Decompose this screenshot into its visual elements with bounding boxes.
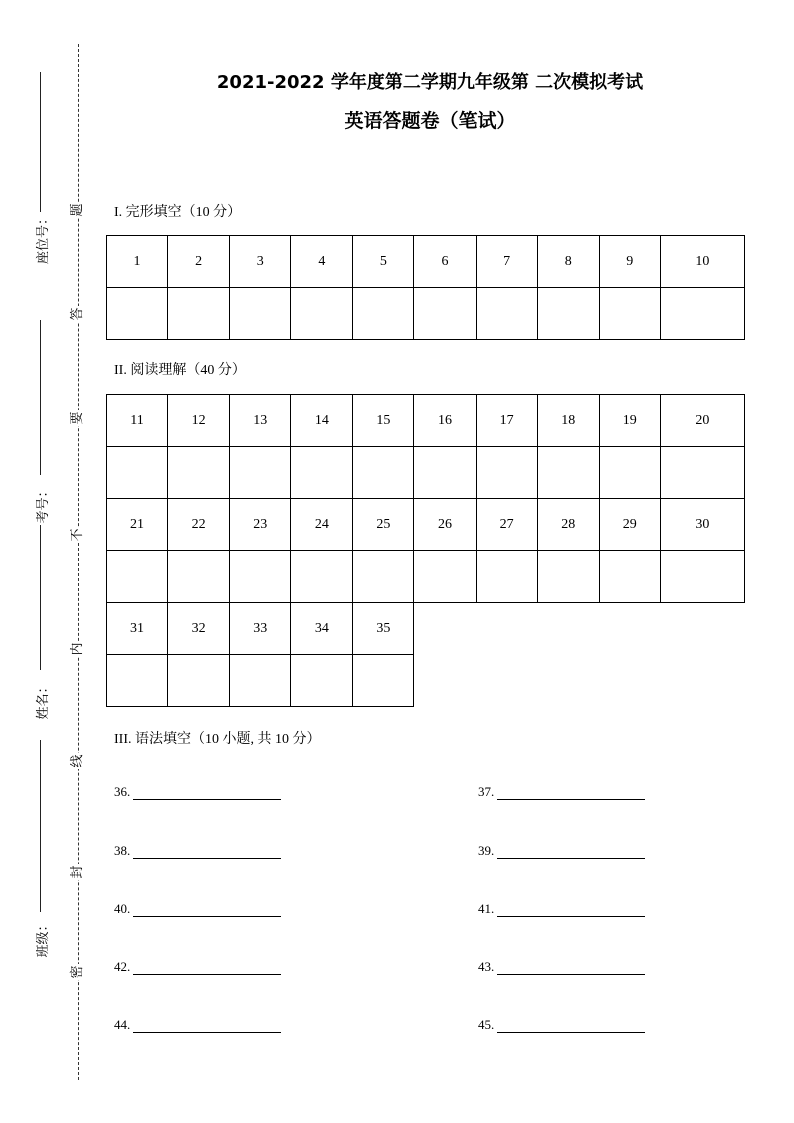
question-number: 8 bbox=[537, 236, 599, 288]
seal-char-2: 答 bbox=[70, 307, 85, 321]
answer-cell[interactable] bbox=[230, 655, 291, 707]
grammar-item bbox=[478, 784, 645, 800]
section-2-heading: II. 阅读理解（40 分） bbox=[114, 363, 246, 378]
section-3-heading: III. 语法填空（10 小题, 共 10 分） bbox=[114, 732, 321, 747]
seal-char-3: 要 bbox=[70, 411, 85, 425]
answer-cell[interactable] bbox=[537, 447, 599, 499]
reading-answer-table bbox=[106, 394, 745, 707]
answer-cell[interactable] bbox=[230, 551, 291, 603]
question-number: 13 bbox=[230, 395, 291, 447]
answer-cell[interactable] bbox=[599, 551, 660, 603]
answer-cell[interactable] bbox=[414, 288, 476, 340]
answer-cell[interactable] bbox=[537, 288, 599, 340]
item-number: 40. bbox=[114, 901, 131, 916]
item-number: 44. bbox=[114, 1017, 131, 1032]
cloze-answer-table bbox=[106, 235, 745, 340]
grammar-item bbox=[478, 901, 645, 917]
reading-number-row bbox=[107, 499, 745, 551]
question-number: 27 bbox=[476, 499, 537, 551]
question-number: 28 bbox=[537, 499, 599, 551]
question-number: 30 bbox=[660, 499, 744, 551]
item-number: 37. bbox=[478, 784, 495, 799]
question-number: 25 bbox=[353, 499, 414, 551]
question-number: 3 bbox=[230, 236, 291, 288]
answer-blank[interactable] bbox=[497, 846, 645, 859]
exam-subtitle: 英语答题卷（笔试） bbox=[344, 110, 516, 132]
question-number: 2 bbox=[168, 236, 230, 288]
answer-blank[interactable] bbox=[497, 787, 645, 800]
question-number: 9 bbox=[599, 236, 660, 288]
grammar-item bbox=[114, 1017, 281, 1033]
answer-blank[interactable] bbox=[497, 962, 645, 975]
question-number: 32 bbox=[168, 603, 230, 655]
reading-answer-row bbox=[107, 551, 745, 603]
exam-number-label: 考号： bbox=[36, 484, 51, 524]
empty-area bbox=[414, 603, 745, 655]
answer-cell[interactable] bbox=[476, 447, 537, 499]
answer-cell[interactable] bbox=[107, 288, 168, 340]
answer-cell[interactable] bbox=[476, 288, 537, 340]
item-number: 42. bbox=[114, 959, 131, 974]
answer-cell[interactable] bbox=[291, 551, 353, 603]
name-line[interactable] bbox=[40, 525, 41, 670]
item-number: 38. bbox=[114, 843, 131, 858]
seat-number-label: 座位号： bbox=[36, 211, 51, 264]
answer-cell[interactable] bbox=[353, 551, 414, 603]
binding-dashed-line bbox=[78, 44, 79, 1080]
answer-cell[interactable] bbox=[168, 447, 230, 499]
exam-title: 2021-2022 学年度第二学期九年级第 二次模拟考试 bbox=[216, 72, 644, 93]
answer-blank[interactable] bbox=[133, 962, 281, 975]
seal-char-8: 密 bbox=[70, 965, 85, 979]
answer-cell[interactable] bbox=[599, 288, 660, 340]
item-number: 43. bbox=[478, 959, 495, 974]
question-number: 35 bbox=[353, 603, 414, 655]
question-number: 24 bbox=[291, 499, 353, 551]
answer-cell[interactable] bbox=[168, 288, 230, 340]
cloze-number-row bbox=[107, 236, 745, 288]
question-number: 1 bbox=[107, 236, 168, 288]
question-number: 15 bbox=[353, 395, 414, 447]
answer-cell[interactable] bbox=[107, 655, 168, 707]
answer-blank[interactable] bbox=[133, 1020, 281, 1033]
answer-cell[interactable] bbox=[353, 447, 414, 499]
grammar-item bbox=[114, 843, 281, 859]
reading-number-row bbox=[107, 395, 745, 447]
question-number: 11 bbox=[107, 395, 168, 447]
question-number: 4 bbox=[291, 236, 353, 288]
answer-blank[interactable] bbox=[497, 904, 645, 917]
grammar-item bbox=[114, 784, 281, 800]
question-number: 6 bbox=[414, 236, 476, 288]
question-number: 22 bbox=[168, 499, 230, 551]
reading-answer-row bbox=[107, 655, 745, 707]
cloze-answer-row bbox=[107, 288, 745, 340]
seal-char-6: 线 bbox=[70, 754, 85, 768]
item-number: 39. bbox=[478, 843, 495, 858]
seal-char-5: 内 bbox=[70, 642, 85, 656]
class-label: 班级： bbox=[36, 918, 51, 958]
grammar-item bbox=[114, 901, 281, 917]
answer-cell[interactable] bbox=[291, 447, 353, 499]
seal-char-4: 不 bbox=[70, 528, 85, 542]
answer-cell[interactable] bbox=[414, 551, 476, 603]
question-number: 31 bbox=[107, 603, 168, 655]
answer-cell[interactable] bbox=[414, 447, 476, 499]
answer-cell[interactable] bbox=[476, 551, 537, 603]
question-number: 19 bbox=[599, 395, 660, 447]
question-number: 14 bbox=[291, 395, 353, 447]
answer-blank[interactable] bbox=[133, 904, 281, 917]
section-1-heading: I. 完形填空（10 分） bbox=[114, 205, 242, 220]
answer-blank[interactable] bbox=[133, 787, 281, 800]
question-number: 34 bbox=[291, 603, 353, 655]
seat-number-line[interactable] bbox=[40, 72, 41, 212]
seal-char-7: 封 bbox=[70, 865, 85, 879]
answer-cell[interactable] bbox=[107, 447, 168, 499]
answer-cell[interactable] bbox=[291, 655, 353, 707]
reading-answer-row bbox=[107, 447, 745, 499]
answer-cell[interactable] bbox=[353, 655, 414, 707]
reading-number-row bbox=[107, 603, 745, 655]
grammar-item bbox=[114, 959, 281, 975]
question-number: 10 bbox=[660, 236, 744, 288]
question-number: 33 bbox=[230, 603, 291, 655]
answer-cell[interactable] bbox=[599, 447, 660, 499]
answer-cell[interactable] bbox=[291, 288, 353, 340]
grammar-item bbox=[478, 959, 645, 975]
exam-number-line[interactable] bbox=[40, 320, 41, 475]
question-number: 7 bbox=[476, 236, 537, 288]
item-number: 41. bbox=[478, 901, 495, 916]
class-line[interactable] bbox=[40, 740, 41, 912]
item-number: 45. bbox=[478, 1017, 495, 1032]
question-number: 17 bbox=[476, 395, 537, 447]
grammar-item bbox=[478, 1017, 645, 1033]
item-number: 36. bbox=[114, 784, 131, 799]
answer-cell[interactable] bbox=[168, 655, 230, 707]
answer-cell[interactable] bbox=[168, 551, 230, 603]
empty-area bbox=[414, 655, 745, 707]
grammar-item bbox=[478, 843, 645, 859]
question-number: 16 bbox=[414, 395, 476, 447]
question-number: 20 bbox=[660, 395, 744, 447]
name-label: 姓名： bbox=[36, 680, 51, 720]
answer-cell[interactable] bbox=[660, 447, 744, 499]
answer-cell[interactable] bbox=[230, 447, 291, 499]
answer-cell[interactable] bbox=[660, 288, 744, 340]
answer-cell[interactable] bbox=[353, 288, 414, 340]
question-number: 18 bbox=[537, 395, 599, 447]
question-number: 5 bbox=[353, 236, 414, 288]
seal-char-1: 题 bbox=[70, 203, 85, 217]
answer-cell[interactable] bbox=[107, 551, 168, 603]
answer-cell[interactable] bbox=[660, 551, 744, 603]
answer-cell[interactable] bbox=[537, 551, 599, 603]
question-number: 21 bbox=[107, 499, 168, 551]
answer-blank[interactable] bbox=[133, 846, 281, 859]
answer-cell[interactable] bbox=[230, 288, 291, 340]
question-number: 29 bbox=[599, 499, 660, 551]
question-number: 26 bbox=[414, 499, 476, 551]
question-number: 12 bbox=[168, 395, 230, 447]
answer-blank[interactable] bbox=[497, 1020, 645, 1033]
question-number: 23 bbox=[230, 499, 291, 551]
